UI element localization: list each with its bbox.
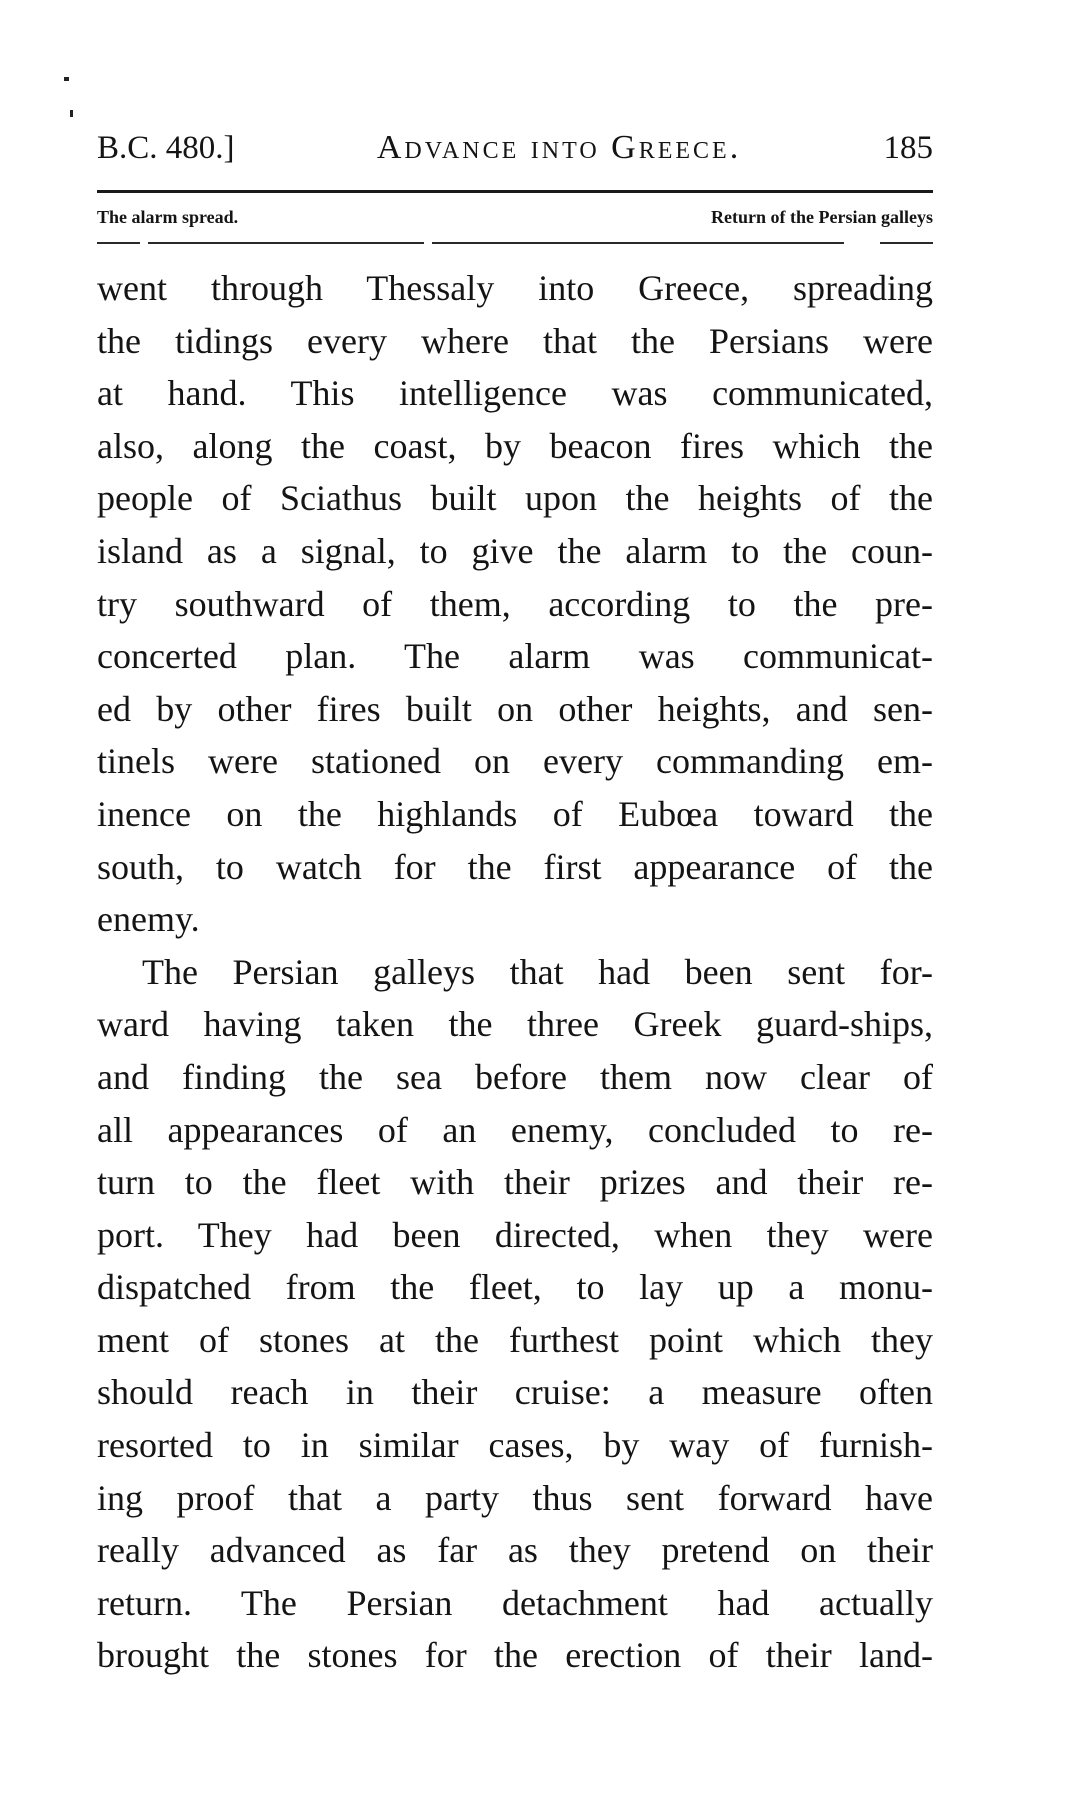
text-line: all appearances of an enemy, concluded to re- — [97, 1109, 933, 1150]
text-line: resorted to in similar cases, by way of furnish- — [97, 1425, 933, 1466]
text-line: island as a signal, to give the alarm to the coun- — [97, 530, 933, 571]
margin-speck — [64, 77, 69, 81]
text-line: ment of stones at the furthest point which they — [97, 1319, 933, 1360]
text-line: ward having taken the three Greek guard-ships, — [97, 1004, 933, 1045]
text-line: return. The Persian detachment had actually — [97, 1582, 933, 1623]
text-line: people of Sciathus built upon the heights of the — [97, 478, 933, 519]
text-line: try southward of them, according to the pre- — [97, 583, 933, 624]
header-date: B.C. 480.] — [97, 130, 235, 166]
text-line: tinels were stationed on every commanding em- — [97, 741, 933, 782]
running-title: Advance into Greece. — [376, 129, 742, 166]
text-line: ed by other fires built on other heights, and sen- — [97, 688, 933, 729]
header-rule — [97, 190, 933, 193]
text-line: the tidings every where that the Persians were — [97, 320, 933, 361]
paragraph-end-line: enemy. — [97, 899, 200, 940]
text-line: brought the stones for the erection of their land- — [97, 1635, 933, 1676]
text-line: dispatched from the fleet, to lay up a monu- — [97, 1267, 933, 1308]
text-line: inence on the highlands of Eubœa toward the — [97, 793, 933, 834]
paragraph-start-line: The Persian galleys that had been sent for- — [142, 951, 933, 992]
body-text — [97, 262, 933, 1682]
text-line: south, to watch for the first appearance of the — [97, 846, 933, 887]
subhead-rule — [97, 242, 140, 244]
subhead-rule — [148, 242, 424, 244]
marginal-subheads — [97, 204, 933, 230]
text-line: concerted plan. The alarm was communicat- — [97, 636, 933, 677]
text-line: turn to the fleet with their prizes and their re- — [97, 1162, 933, 1203]
page-number: 185 — [883, 130, 933, 166]
text-line: should reach in their cruise: a measure often — [97, 1372, 933, 1413]
subhead-rule — [880, 242, 933, 244]
subhead-right: Return of the Persian galleys — [711, 206, 933, 227]
text-line: at hand. This intelligence was communicated, — [97, 373, 933, 414]
text-line: ing proof that a party thus sent forward have — [97, 1477, 933, 1518]
page-header — [97, 126, 933, 170]
text-line: went through Thessaly into Greece, spreading — [97, 268, 933, 308]
subhead-left: The alarm spread. — [97, 206, 239, 227]
text-line: and finding the sea before them now clear of — [97, 1056, 933, 1097]
margin-speck — [70, 110, 73, 117]
text-line: port. They had been directed, when they were — [97, 1214, 933, 1255]
text-line: really advanced as far as they pretend on their — [97, 1530, 933, 1571]
text-line: also, along the coast, by beacon fires which the — [97, 425, 933, 466]
subhead-rule — [432, 242, 844, 244]
